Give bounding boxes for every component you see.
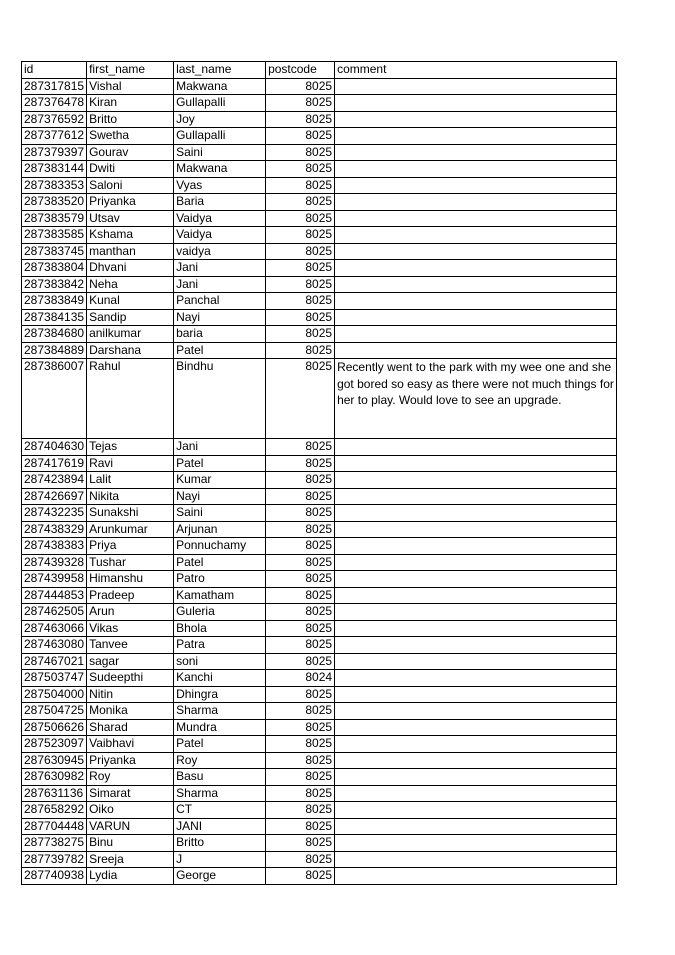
table-row	[22, 455, 617, 472]
cell-id: 287630945	[22, 752, 87, 769]
cell-first-name: Kunal	[87, 293, 174, 310]
table-row	[22, 802, 617, 819]
cell-last-name: Saini	[174, 505, 266, 522]
cell-last-name: Arjunan	[174, 521, 266, 538]
cell-last-name: Gullapalli	[174, 95, 266, 112]
cell-last-name: Patra	[174, 637, 266, 654]
cell-postcode: 8025	[266, 571, 335, 588]
cell-last-name: Bhola	[174, 620, 266, 637]
cell-comment	[335, 752, 617, 769]
table-row	[22, 670, 617, 687]
table-row	[22, 505, 617, 522]
cell-last-name: Jani	[174, 260, 266, 277]
cell-id: 287630982	[22, 769, 87, 786]
table-row	[22, 227, 617, 244]
cell-postcode: 8025	[266, 210, 335, 227]
cell-comment	[335, 128, 617, 145]
cell-id: 287444853	[22, 587, 87, 604]
cell-last-name: Roy	[174, 752, 266, 769]
cell-id: 287317815	[22, 78, 87, 95]
cell-first-name: Lalit	[87, 472, 174, 489]
cell-last-name: Patro	[174, 571, 266, 588]
cell-postcode: 8025	[266, 260, 335, 277]
cell-first-name: Arun	[87, 604, 174, 621]
cell-id: 287383520	[22, 194, 87, 211]
table-row	[22, 95, 617, 112]
table-row	[22, 326, 617, 343]
cell-last-name: vaidya	[174, 243, 266, 260]
cell-first-name: Sandip	[87, 309, 174, 326]
cell-postcode: 8025	[266, 587, 335, 604]
cell-last-name: Saini	[174, 144, 266, 161]
cell-postcode: 8025	[266, 752, 335, 769]
cell-last-name: Britto	[174, 835, 266, 852]
cell-first-name: Sunakshi	[87, 505, 174, 522]
cell-postcode: 8025	[266, 505, 335, 522]
table-row	[22, 604, 617, 621]
cell-id: 287426697	[22, 488, 87, 505]
cell-first-name: Sharad	[87, 719, 174, 736]
cell-id: 287438383	[22, 538, 87, 555]
cell-first-name: Sudeepthi	[87, 670, 174, 687]
cell-comment	[335, 686, 617, 703]
cell-postcode: 8025	[266, 276, 335, 293]
cell-last-name: Sharma	[174, 785, 266, 802]
cell-last-name: baria	[174, 326, 266, 343]
cell-comment	[335, 144, 617, 161]
cell-postcode: 8025	[266, 785, 335, 802]
cell-comment	[335, 571, 617, 588]
cell-first-name: Vaibhavi	[87, 736, 174, 753]
table-row	[22, 686, 617, 703]
cell-postcode: 8025	[266, 177, 335, 194]
cell-id: 287467021	[22, 653, 87, 670]
cell-comment	[335, 587, 617, 604]
cell-last-name: JANI	[174, 818, 266, 835]
header-comment: comment	[335, 62, 617, 79]
cell-last-name: Dhingra	[174, 686, 266, 703]
cell-comment	[335, 342, 617, 359]
cell-last-name: Jani	[174, 276, 266, 293]
cell-first-name: Kshama	[87, 227, 174, 244]
cell-postcode: 8025	[266, 686, 335, 703]
cell-first-name: Roy	[87, 769, 174, 786]
cell-id: 287383842	[22, 276, 87, 293]
table-row	[22, 703, 617, 720]
cell-comment	[335, 78, 617, 95]
cell-last-name: Kanchi	[174, 670, 266, 687]
cell-comment	[335, 276, 617, 293]
cell-last-name: Baria	[174, 194, 266, 211]
cell-id: 287631136	[22, 785, 87, 802]
table-row	[22, 653, 617, 670]
cell-comment	[335, 260, 617, 277]
table-row	[22, 818, 617, 835]
cell-id: 287377612	[22, 128, 87, 145]
cell-first-name: Tejas	[87, 439, 174, 456]
cell-first-name: Saloni	[87, 177, 174, 194]
cell-id: 287504000	[22, 686, 87, 703]
table-row	[22, 210, 617, 227]
cell-id: 287704448	[22, 818, 87, 835]
cell-last-name: CT	[174, 802, 266, 819]
cell-first-name: VARUN	[87, 818, 174, 835]
cell-first-name: Neha	[87, 276, 174, 293]
cell-last-name: Makwana	[174, 161, 266, 178]
cell-last-name: Gullapalli	[174, 128, 266, 145]
cell-last-name: Mundra	[174, 719, 266, 736]
cell-id: 287383579	[22, 210, 87, 227]
cell-first-name: Pradeep	[87, 587, 174, 604]
table-row	[22, 521, 617, 538]
cell-comment	[335, 455, 617, 472]
cell-last-name: Guleria	[174, 604, 266, 621]
cell-first-name: Dwiti	[87, 161, 174, 178]
cell-first-name: Gourav	[87, 144, 174, 161]
table-row	[22, 359, 617, 439]
cell-postcode: 8025	[266, 111, 335, 128]
table-row	[22, 736, 617, 753]
cell-first-name: Darshana	[87, 342, 174, 359]
cell-first-name: manthan	[87, 243, 174, 260]
cell-postcode: 8025	[266, 128, 335, 145]
cell-id: 287383849	[22, 293, 87, 310]
cell-id: 287404630	[22, 439, 87, 456]
cell-id: 287417619	[22, 455, 87, 472]
table-row	[22, 571, 617, 588]
cell-comment	[335, 785, 617, 802]
cell-id: 287384135	[22, 309, 87, 326]
cell-last-name: Ponnuchamy	[174, 538, 266, 555]
cell-comment	[335, 521, 617, 538]
cell-postcode: 8025	[266, 719, 335, 736]
cell-first-name: Arunkumar	[87, 521, 174, 538]
cell-postcode: 8025	[266, 604, 335, 621]
cell-first-name: Vishal	[87, 78, 174, 95]
cell-first-name: Rahul	[87, 359, 174, 439]
cell-id: 287438329	[22, 521, 87, 538]
cell-first-name: Utsav	[87, 210, 174, 227]
header-row	[22, 62, 617, 79]
cell-last-name: Patel	[174, 554, 266, 571]
cell-id: 287383585	[22, 227, 87, 244]
cell-first-name: Nitin	[87, 686, 174, 703]
cell-first-name: Vikas	[87, 620, 174, 637]
cell-id: 287504725	[22, 703, 87, 720]
table-row	[22, 78, 617, 95]
header-id: id	[22, 62, 87, 79]
cell-last-name: Vaidya	[174, 210, 266, 227]
cell-postcode: 8025	[266, 78, 335, 95]
cell-comment	[335, 95, 617, 112]
table-row	[22, 868, 617, 885]
cell-comment	[335, 851, 617, 868]
table-row	[22, 194, 617, 211]
cell-id: 287506626	[22, 719, 87, 736]
cell-postcode: 8025	[266, 455, 335, 472]
table-row	[22, 439, 617, 456]
cell-first-name: Ravi	[87, 455, 174, 472]
cell-postcode: 8025	[266, 472, 335, 489]
cell-id: 287432235	[22, 505, 87, 522]
cell-comment	[335, 111, 617, 128]
cell-id: 287523097	[22, 736, 87, 753]
cell-comment	[335, 227, 617, 244]
table-row	[22, 260, 617, 277]
table-row	[22, 719, 617, 736]
cell-comment	[335, 719, 617, 736]
cell-postcode: 8025	[266, 802, 335, 819]
cell-first-name: Tushar	[87, 554, 174, 571]
cell-first-name: Priyanka	[87, 752, 174, 769]
cell-comment	[335, 703, 617, 720]
cell-last-name: Nayi	[174, 488, 266, 505]
table-row	[22, 851, 617, 868]
cell-last-name: Patel	[174, 736, 266, 753]
cell-first-name: Kiran	[87, 95, 174, 112]
cell-comment	[335, 472, 617, 489]
cell-id: 287383353	[22, 177, 87, 194]
cell-first-name: Simarat	[87, 785, 174, 802]
cell-id: 287463080	[22, 637, 87, 654]
cell-first-name: Swetha	[87, 128, 174, 145]
cell-comment	[335, 194, 617, 211]
cell-first-name: Tanvee	[87, 637, 174, 654]
cell-last-name: Vaidya	[174, 227, 266, 244]
cell-id: 287463066	[22, 620, 87, 637]
cell-first-name: Priya	[87, 538, 174, 555]
cell-postcode: 8025	[266, 243, 335, 260]
cell-last-name: Vyas	[174, 177, 266, 194]
cell-id: 287439958	[22, 571, 87, 588]
cell-id: 287503747	[22, 670, 87, 687]
cell-comment: Recently went to the park with my wee one and she got bored so easy as there were not much things for her to play. Would love to see an upgrade.	[335, 359, 617, 439]
cell-last-name: Bindhu	[174, 359, 266, 439]
cell-postcode: 8025	[266, 227, 335, 244]
cell-last-name: Patel	[174, 455, 266, 472]
cell-first-name: Priyanka	[87, 194, 174, 211]
cell-id: 287439328	[22, 554, 87, 571]
table-row	[22, 835, 617, 852]
cell-postcode: 8025	[266, 439, 335, 456]
cell-last-name: Sharma	[174, 703, 266, 720]
table-row	[22, 752, 617, 769]
cell-last-name: Nayi	[174, 309, 266, 326]
header-first-name: first_name	[87, 62, 174, 79]
table-row	[22, 637, 617, 654]
cell-last-name: soni	[174, 653, 266, 670]
table-row	[22, 177, 617, 194]
cell-comment	[335, 868, 617, 885]
cell-postcode: 8025	[266, 868, 335, 885]
cell-id: 287386007	[22, 359, 87, 439]
data-table	[21, 61, 617, 885]
cell-last-name: Makwana	[174, 78, 266, 95]
cell-id: 287658292	[22, 802, 87, 819]
cell-postcode: 8025	[266, 620, 335, 637]
cell-comment	[335, 653, 617, 670]
cell-last-name: Kamatham	[174, 587, 266, 604]
cell-postcode: 8025	[266, 835, 335, 852]
cell-first-name: Britto	[87, 111, 174, 128]
cell-first-name: anilkumar	[87, 326, 174, 343]
cell-comment	[335, 818, 617, 835]
table-row	[22, 144, 617, 161]
table-row	[22, 554, 617, 571]
header-postcode: postcode	[266, 62, 335, 79]
cell-comment	[335, 243, 617, 260]
table-row	[22, 243, 617, 260]
cell-comment	[335, 309, 617, 326]
header-last-name: last_name	[174, 62, 266, 79]
cell-postcode: 8025	[266, 293, 335, 310]
cell-postcode: 8025	[266, 521, 335, 538]
cell-first-name: sagar	[87, 653, 174, 670]
cell-postcode: 8025	[266, 95, 335, 112]
cell-comment	[335, 802, 617, 819]
cell-last-name: Joy	[174, 111, 266, 128]
cell-id: 287739782	[22, 851, 87, 868]
cell-postcode: 8025	[266, 703, 335, 720]
cell-comment	[335, 505, 617, 522]
cell-id: 287376478	[22, 95, 87, 112]
cell-postcode: 8025	[266, 144, 335, 161]
cell-id: 287376592	[22, 111, 87, 128]
cell-postcode: 8025	[266, 326, 335, 343]
cell-id: 287379397	[22, 144, 87, 161]
table-row	[22, 342, 617, 359]
cell-first-name: Dhvani	[87, 260, 174, 277]
cell-first-name: Himanshu	[87, 571, 174, 588]
cell-first-name: Oiko	[87, 802, 174, 819]
cell-postcode: 8024	[266, 670, 335, 687]
cell-comment	[335, 161, 617, 178]
cell-postcode: 8025	[266, 851, 335, 868]
table-row	[22, 161, 617, 178]
table-row	[22, 111, 617, 128]
cell-id: 287383144	[22, 161, 87, 178]
cell-comment	[335, 177, 617, 194]
cell-id: 287738275	[22, 835, 87, 852]
cell-comment	[335, 538, 617, 555]
cell-comment	[335, 736, 617, 753]
cell-comment	[335, 439, 617, 456]
cell-comment	[335, 670, 617, 687]
cell-postcode: 8025	[266, 653, 335, 670]
cell-id: 287384680	[22, 326, 87, 343]
cell-postcode: 8025	[266, 538, 335, 555]
table-row	[22, 488, 617, 505]
cell-last-name: Jani	[174, 439, 266, 456]
cell-comment	[335, 769, 617, 786]
cell-first-name: Monika	[87, 703, 174, 720]
cell-last-name: J	[174, 851, 266, 868]
cell-postcode: 8025	[266, 359, 335, 439]
cell-first-name: Lydia	[87, 868, 174, 885]
cell-first-name: Binu	[87, 835, 174, 852]
cell-comment	[335, 604, 617, 621]
table-row	[22, 276, 617, 293]
table-row	[22, 128, 617, 145]
table-row	[22, 785, 617, 802]
cell-id: 287383745	[22, 243, 87, 260]
cell-id: 287383804	[22, 260, 87, 277]
cell-last-name: George	[174, 868, 266, 885]
cell-postcode: 8025	[266, 194, 335, 211]
cell-comment	[335, 835, 617, 852]
cell-comment	[335, 620, 617, 637]
cell-postcode: 8025	[266, 342, 335, 359]
cell-postcode: 8025	[266, 161, 335, 178]
cell-comment	[335, 554, 617, 571]
cell-id: 287462505	[22, 604, 87, 621]
cell-postcode: 8025	[266, 554, 335, 571]
cell-comment	[335, 293, 617, 310]
table-row	[22, 587, 617, 604]
cell-last-name: Kumar	[174, 472, 266, 489]
cell-postcode: 8025	[266, 818, 335, 835]
cell-postcode: 8025	[266, 309, 335, 326]
cell-comment	[335, 637, 617, 654]
table-row	[22, 293, 617, 310]
table-row	[22, 309, 617, 326]
table-row	[22, 538, 617, 555]
cell-postcode: 8025	[266, 736, 335, 753]
cell-id: 287423894	[22, 472, 87, 489]
cell-id: 287740938	[22, 868, 87, 885]
cell-id: 287384889	[22, 342, 87, 359]
table-row	[22, 769, 617, 786]
cell-first-name: Sreeja	[87, 851, 174, 868]
cell-postcode: 8025	[266, 637, 335, 654]
cell-first-name: Nikita	[87, 488, 174, 505]
cell-postcode: 8025	[266, 488, 335, 505]
cell-last-name: Panchal	[174, 293, 266, 310]
cell-postcode: 8025	[266, 769, 335, 786]
table-row	[22, 472, 617, 489]
cell-last-name: Patel	[174, 342, 266, 359]
cell-comment	[335, 210, 617, 227]
cell-comment	[335, 326, 617, 343]
cell-last-name: Basu	[174, 769, 266, 786]
cell-comment	[335, 488, 617, 505]
table-row	[22, 620, 617, 637]
